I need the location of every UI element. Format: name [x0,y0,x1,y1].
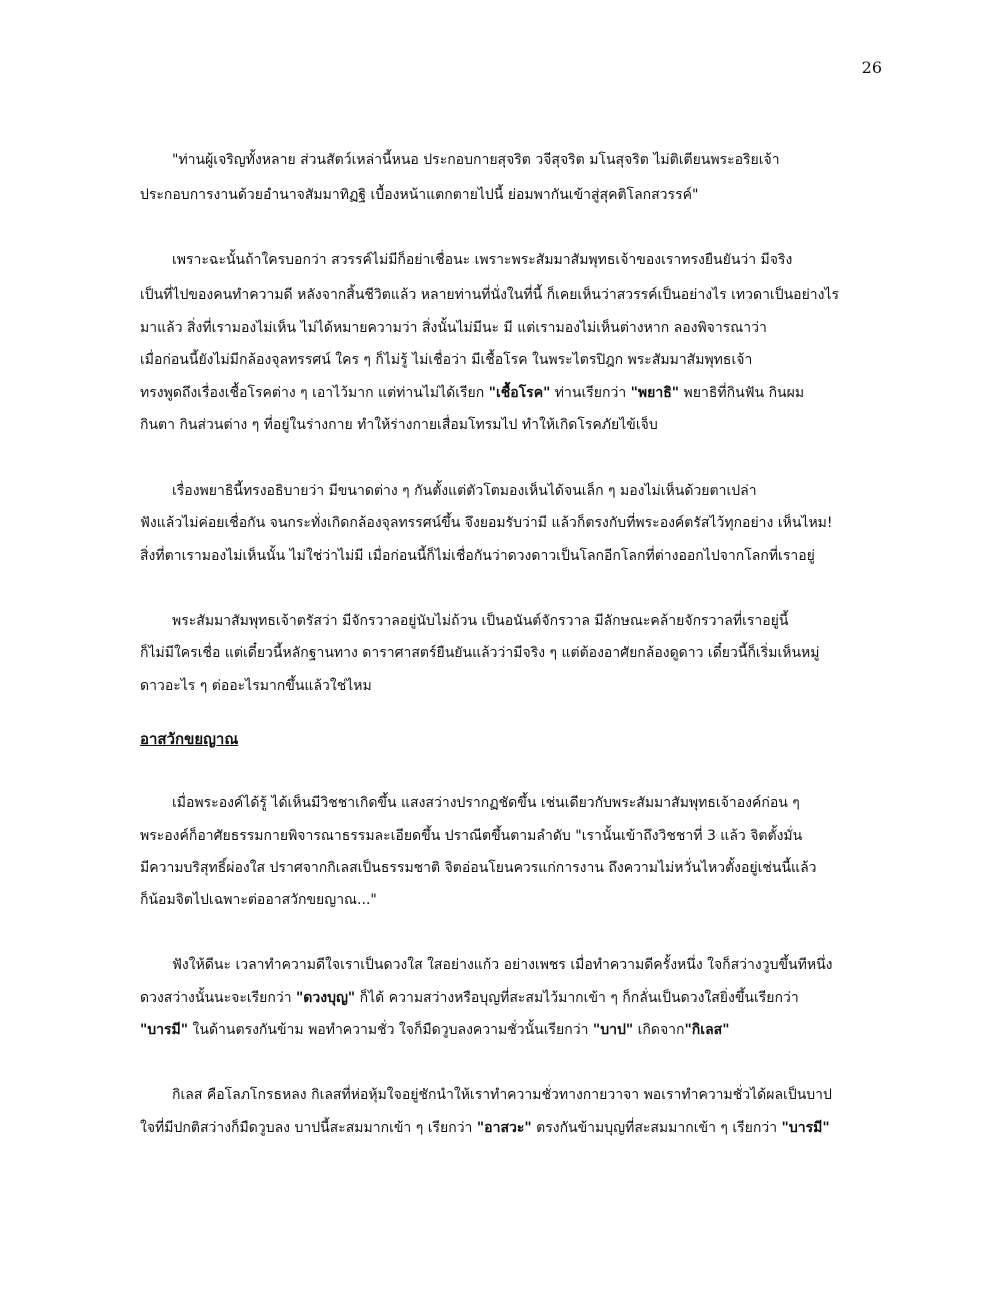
text-run: พยาธิที่กินฟัน กินผม [679,385,805,401]
paragraph-2-line-3: มาแล้ว สิ่งที่เรามองไม่เห็น ไม่ได้หมายความว่า สิ่งนั้นไม่มีนะ มี แต่เรามองไม่เห็นต่างหาก ลองพิจารณาว่า [140,320,767,336]
paragraph-6-line-2 [140,988,870,1008]
paragraph-4-line-3: ดาวอะไร ๆ ต่ออะไรมากขึ้นแล้วใช่ไหม [140,678,372,694]
paragraph-1-line-2: ประกอบการงานด้วยอำนาจสัมมาทิฏฐิ เบื้องหน้าแตกตายไปนี้ ย่อมพากันเข้าสู่สุคติโลกสวรรค์" [140,187,699,203]
paragraph-5-line-4: ก็น้อมจิตไปเฉพาะต่ออาสวักขยญาณ..." [140,892,377,908]
paragraph-1-line-1: "ท่านผู้เจริญทั้งหลาย ส่วนสัตว์เหล่านี้หนอ ประกอบกายสุจริต วจีสุจริต มโนสุจริต ไม่ติเตียนพระอริยเจ้า [172,152,780,168]
text-run: ก็ได้ ความสว่างหรือบุญที่สะสมไว้มากเข้า ๆ ก็กลั่นเป็นดวงใสยิ่งขึ้นเรียกว่า [355,990,799,1006]
text-run: ใจที่มีปกติสว่างก็มืดวูบลง บาปนี้สะสมมากเข้า ๆ เรียกว่า [140,1120,477,1136]
bold-term: "กิเลส" [684,1022,730,1038]
paragraph-4-line-1: พระสัมมาสัมพุทธเจ้าตรัสว่า มีจักรวาลอยู่นับไม่ถ้วน เป็นอนันต์จักรวาล มีลักษณะคล้ายจักรวาลที่เราอยู่นี้ [172,613,789,629]
paragraph-2-line-6: กินตา กินส่วนต่าง ๆ ที่อยู่ในร่างกาย ทำให้ร่างกายเสื่อมโทรมไป ทำให้เกิดโรคภัยไข้เจ็บ [140,417,658,433]
paragraph-5-line-1: เมื่อพระองค์ได้รู้ ได้เห็นมีวิชชาเกิดขึ้น แสงสว่างปรากฏชัดขึ้น เช่นเดียวกับพระสัมมาสัมพุทธเจ้าองค์ก่อน ๆ [172,795,800,811]
paragraph-7-line-1: กิเลส คือโลภโกรธหลง กิเลสที่ห่อหุ้มใจอยู่ชักนำให้เราทำความชั่วทางกายวาจา พอเราทำความชั่วได้ผลเป็นบาป [172,1087,832,1103]
page-number: 26 [861,58,882,77]
text-run: ดวงสว่างนั้นนะจะเรียกว่า [140,990,297,1006]
paragraph-3-line-2: ฟังแล้วไม่ค่อยเชื่อกัน จนกระทั่งเกิดกล้องจุลทรรศน์ขึ้น จึงยอมรับว่ามี แล้วก็ตรงกับที่พระองค์ตรัสไว้ทุกอย่าง เห็นไหม! [140,515,833,531]
paragraph-7-line-2 [140,1118,870,1138]
text-run: เกิดจาก [633,1022,685,1038]
text-run: ตรงกันข้ามบุญที่สะสมมากเข้า ๆ เรียกว่า [531,1120,782,1136]
bold-term: "อาสวะ" [476,1120,532,1136]
text-run: ทรงพูดถึงเรื่องเชื้อโรคต่าง ๆ เอาไว้มาก แต่ท่านไม่ได้เรียก [140,385,489,401]
paragraph-6-line-1: ฟังให้ดีนะ เวลาทำความดีใจเราเป็นดวงใส ใสอย่างแก้ว อย่างเพชร เมื่อทำความดีครั้งหนึ่ง ใจก็สว่างวูบขึ้นทีหนึ่ง [172,957,833,973]
bold-term: "บาป" [592,1022,634,1038]
bold-term: "พยาธิ" [630,385,680,401]
bold-term: "เชื้อโรค" [488,385,551,401]
paragraph-4-line-2: ก็ไม่มีใครเชื่อ แต่เดี๋ยวนี้หลักฐานทาง ดาราศาสตร์ยืนยันแล้วว่ามีจริง ๆ แต่ต้องอาศัยกล้องดูดาว เดี๋ยวนี้ก็เริ่มเห็นหมู่ [140,645,820,661]
paragraph-2-line-1: เพราะฉะนั้นถ้าใครบอกว่า สวรรค์ไม่มีก็อย่าเชื่อนะ เพราะพระสัมมาสัมพุทธเจ้าของเราทรงยืนยันว่า มีจริง [172,252,793,268]
paragraph-2-line-5 [140,383,870,403]
text-run: ท่านเรียกว่า [550,385,631,401]
paragraph-3-line-1: เรื่องพยาธินี้ทรงอธิบายว่า มีขนาดต่าง ๆ กันตั้งแต่ตัวโตมองเห็นได้จนเล็ก ๆ มองไม่เห็นด้วยตาเปล่า [172,483,757,499]
paragraph-2-line-2: เป็นที่ไปของคนทำความดี หลังจากสิ้นชีวิตแล้ว หลายท่านที่นั่งในที่นี้ ก็เคยเห็นว่าสวรรค์เป็นอย่างไร เทวดาเป็นอย่างไร [140,287,840,303]
paragraph-3-line-3: สิ่งที่ตาเรามองไม่เห็นนั้น ไม่ใช่ว่าไม่มี เมื่อก่อนนี้ก็ไม่เชื่อกันว่าดวงดาวเป็นโลกอีกโลกที่ต่างออกไปจากโลกที่เราอยู่ [140,548,815,564]
bold-term: "บารมี" [781,1120,830,1136]
text-run: ในด้านตรงกันข้าม พอทำความชั่ว ใจก็มืดวูบลงความชั่วนั้นเรียกว่า [188,1022,593,1038]
section-heading: อาสวักขยญาณ [140,730,239,748]
paragraph-5-line-2: พระองค์ก็อาศัยธรรมกายพิจารณาธรรมละเอียดขึ้น ปราณีตขึ้นตามลำดับ "เรานั้นเข้าถึงวิชชาที่ 3 แล้ว จิตตั้งมั่น [140,828,803,844]
paragraph-6-line-3 [140,1020,870,1040]
paragraph-5-line-3: มีความบริสุทธิ์ผ่องใส ปราศจากกิเลสเป็นธรรมชาติ จิตอ่อนโยนควรแก่การงาน ถึงความไม่หวั่นไหวตั้งอยู่เช่นนี้แล้ว [140,860,817,876]
paragraph-2-line-4: เมื่อก่อนนี้ยังไม่มีกล้องจุลทรรศน์ ใคร ๆ ก็ไม่รู้ ไม่เชื่อว่า มีเชื้อโรค ในพระไตรปิฎก พระสัมมาสัมพุทธเจ้า [140,352,753,368]
bold-term: "ดวงบุญ" [296,990,356,1006]
bold-term: "บารมี" [140,1022,189,1038]
